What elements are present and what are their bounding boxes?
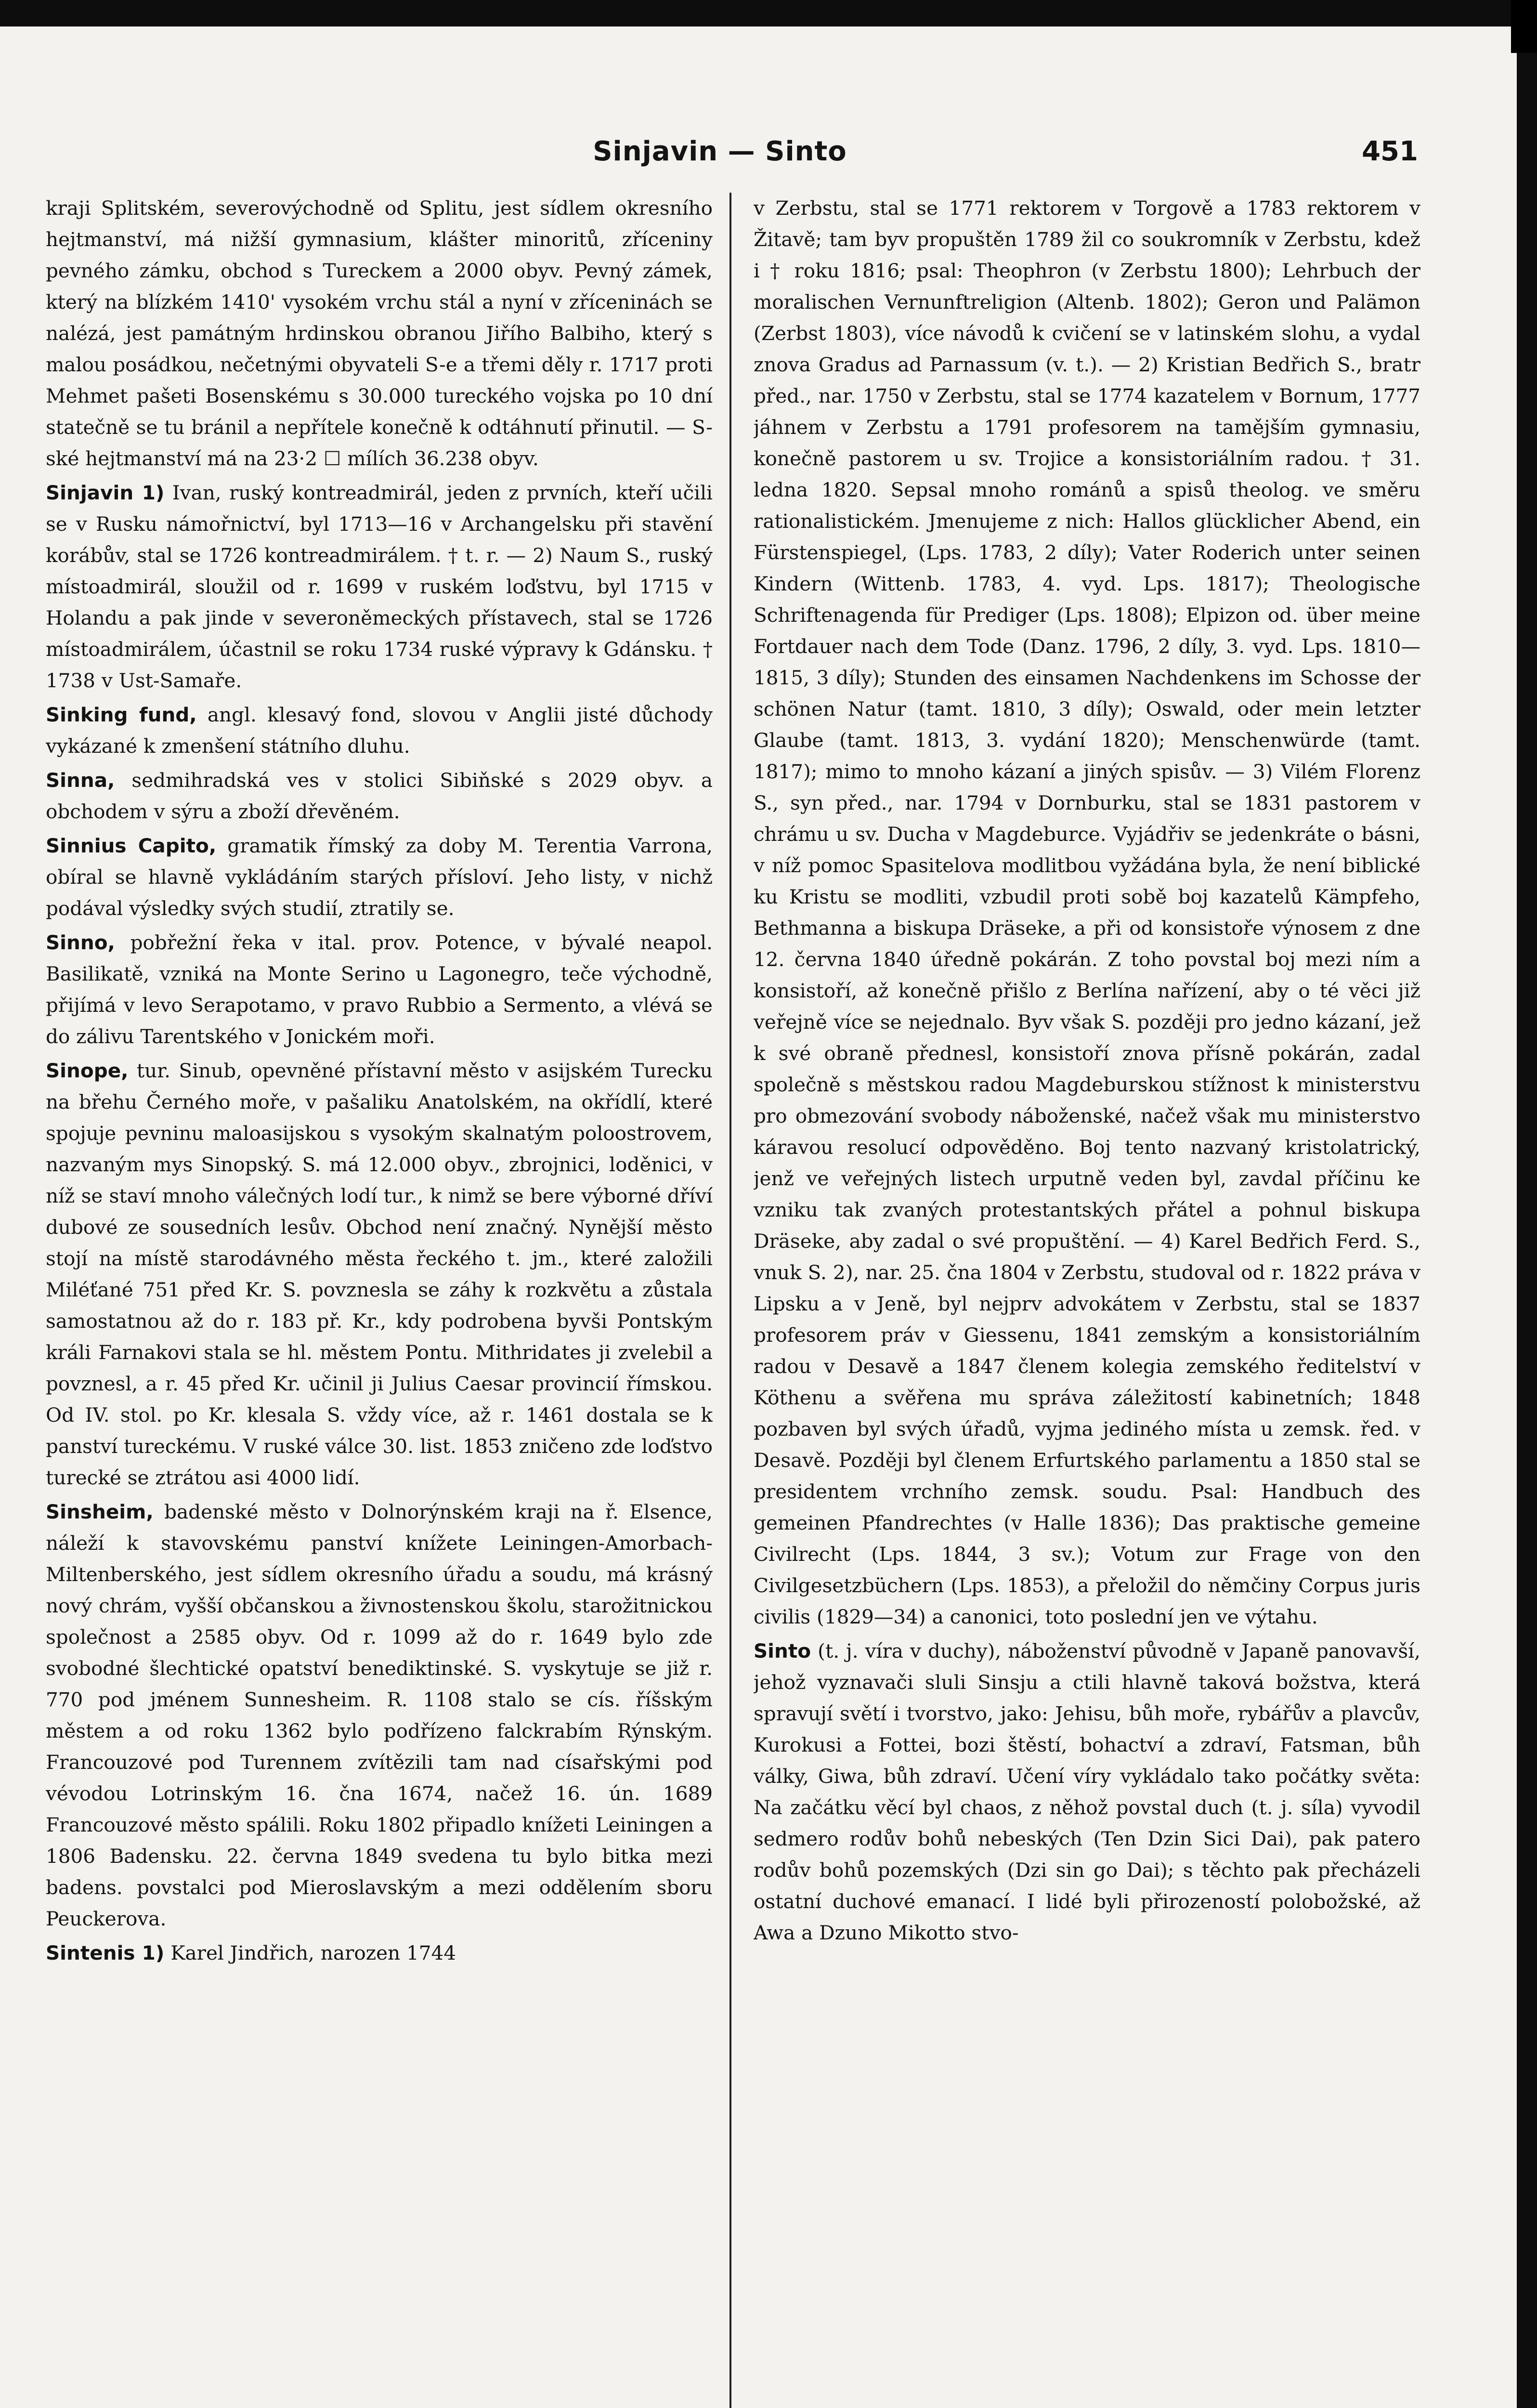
entry-headword: Sinto	[754, 1639, 811, 1662]
dictionary-entry	[46, 765, 713, 827]
scan-border-right	[1517, 0, 1537, 2408]
dictionary-entry	[46, 830, 713, 924]
running-header	[46, 125, 1433, 178]
entry-text: (t. j. víra v duchy), náboženství původně v Japaně panovavší, jehož vyznavači sluli Sinsju a ctili hlavně taková božstva, která spravují světí i tvorstvo, jako: Jehisu, bůh moře, rybářův a plavcův, Kurokusi a Fottei, bozi štěstí, bohactví a zdraví, Fatsman, bůh války, Giwa, bůh zdraví. Učení víry vykládalo tako počátky světa: Na začátku věcí byl chaos, z něhož povstal duch (t. j. síla) vyvodil sedmero rodův bohů nebeských (Ten Dzin Sici Dai), pak patero rodův bohů pozemských (Dzi sin go Dai); s těchto pak přecházeli ostatní duchové emanací. I lidé byli přirozeností polobožské, až Awa a Dzuno Mikotto stvo-	[754, 1639, 1420, 1944]
entry-text: pobřežní řeka v ital. prov. Potence, v bývalé neapol. Basilikatě, vzniká na Monte Serino u Lagonegro, teče východně, přijímá v levo Serapotamo, v pravo Rubbio a Sermento, a vlévá se do zálivu Tarentského v Jonickém moři.	[46, 931, 713, 1048]
dictionary-entry	[754, 1636, 1420, 1949]
dictionary-entry	[46, 699, 713, 762]
entry-headword: Sintenis 1)	[46, 1941, 165, 1964]
entry-text: tur. Sinub, opevněné přístavní město v asijském Turecku na břehu Černého moře, v pašaliku Anatolském, na okřídlí, které spojuje pevninu maloasijskou s vysokým skalnatým poloostrovem, nazvaným mys Sinopský. S. má 12.000 obyv., zbrojnici, loděnici, v níž se staví mnoho válečných lodí tur., k nimž se bere výborné dříví dubové ze sousedních lesův. Obchod není značný. Nynější město stojí na místě starodávného města řeckého t. jm., které založili Miléťané 751 před Kr. S. povznesla se záhy k rozkvětu a zůstala samostatnou až do r. 183 př. Kr., kdy podrobena byvši Pontským králi Farnakovi stala se hl. městem Pontu. Mithridates ji zvelebil a povznesl, a r. 45 před Kr. učinil ji Julius Caesar provincií římskou. Od IV. stol. po Kr. klesala S. vždy více, až r. 1461 dostala se k panství tureckému. V ruské válce 30. list. 1853 zničeno zde loďstvo turecké se ztrátou asi 4000 lidí.	[46, 1059, 713, 1489]
dictionary-entry	[46, 1937, 713, 1969]
entry-headword: Sinking fund,	[46, 703, 197, 726]
dictionary-entry	[754, 193, 1420, 1633]
running-title: Sinjavin — Sinto	[593, 136, 847, 167]
dictionary-entry	[46, 1055, 713, 1493]
left-column	[46, 193, 713, 2408]
entry-text: gramatik římský za doby M. Terentia Varrona, obíral se hlavně vykládáním starých přísloví. Jeho listy, v nichž podával výsledky svých studií, ztratily se.	[46, 834, 713, 920]
dictionary-entry	[46, 193, 713, 474]
entry-text: sedmihradská ves v stolici Sibiňské s 2029 obyv. a obchodem v sýru a zboží dřevěném.	[46, 769, 713, 823]
entry-headword: Sinjavin 1)	[46, 481, 165, 504]
entry-headword: Sinsheim,	[46, 1500, 154, 1523]
page-number: 451	[1362, 136, 1418, 167]
entry-text: Ivan, ruský kontreadmirál, jeden z prvních, kteří učili se v Rusku námořnictví, byl 1713—16 v Archangelsku při stavění korábův, stal se 1726 kontreadmirálem. † t. r. — 2) Naum S., ruský místoadmirál, sloužil od r. 1699 v ruském loďstvu, byl 1715 v Holandu a pak jinde v severoněmeckých přístavech, stal se 1726 místoadmirálem, účastnil se roku 1734 ruské výpravy k Gdánsku. † 1738 v Ust-Samaře.	[46, 481, 713, 692]
entry-headword: Sinope,	[46, 1059, 129, 1082]
dictionary-entry	[46, 477, 713, 696]
entry-text: kraji Splitském, severovýchodně od Splitu, jest sídlem okresního hejtmanství, má nižší gymnasium, klášter minoritů, zříceniny pevného zámku, obchod s Tureckem a 2000 obyv. Pevný zámek, který na blízkém 1410' vysokém vrchu stál a nyní v zříceninách se nalézá, jest památným hrdinskou obranou Jiřího Balbiho, který s malou posádkou, nečetnými obyvateli S-e a třemi děly r. 1717 proti Mehmet pašeti Bosenskému s 30.000 tureckého vojska po 10 dní statečně se tu bránil a nepřítele konečně k odtáhnutí přinutil. — S-ské hejtmanství má na 23·2 ☐ mílích 36.238 obyv.	[46, 196, 713, 470]
entry-headword: Sinna,	[46, 769, 115, 792]
entry-headword: Sinno,	[46, 931, 115, 954]
dictionary-page	[46, 125, 1433, 2408]
scan-border-top	[0, 0, 1537, 26]
entry-text: Karel Jindřich, narozen 1744	[170, 1941, 456, 1964]
dictionary-entry	[46, 1496, 713, 1935]
right-column	[754, 193, 1420, 2408]
entry-text: badenské město v Dolnorýnském kraji na ř. Elsence, náleží k stavovskému panství knížete Leiningen-Amorbach-Miltenberského, jest sídlem okresního úřadu a soudu, má krásný nový chrám, vyšší občanskou a živnostenskou školu, starožitnickou společnost a 2585 obyv. Od r. 1099 až do r. 1649 bylo zde svobodné šlechtické opatství benediktinské. S. vyskytuje se již r. 770 pod jménem Sunnesheim. R. 1108 stalo se cís. říšským městem a od roku 1362 bylo podřízeno falckrabím Rýnským. Francouzové pod Turennem zvítězili tam nad císařskými pod vévodou Lotrinským 16. čna 1674, načež 16. ún. 1689 Francouzové město spálili. Roku 1802 připadlo knížeti Leiningen a 1806 Badensku. 22. června 1849 svedena tu bylo bitka mezi badens. povstalci pod Mieroslavským a mezi oddělením sboru Peuckerova.	[46, 1500, 713, 1930]
corner-mark	[1511, 0, 1537, 53]
entry-text: v Zerbstu, stal se 1771 rektorem v Torgově a 1783 rektorem v Žitavě; tam byv propuštěn 1789 žil co soukromník v Zerbstu, kdež i † roku 1816; psal: Theophron (v Zerbstu 1800); Lehrbuch der moralischen Vernunftreligion (Altenb. 1802); Geron und Palämon (Zerbst 1803), více návodů k cvičení se v latinském slohu, a vydal znova Gradus ad Parnassum (v. t.). — 2) Kristian Bedřich S., bratr před., nar. 1750 v Zerbstu, stal se 1774 kazatelem v Bornum, 1777 jáhnem v Zerbstu a 1791 profesorem na tamějším gymnasiu, konečně pastorem u sv. Trojice a konsistoriálním radou. † 31. ledna 1820. Sepsal mnoho románů a spisů theolog. ve směru rationalistickém. Jmenujeme z nich: Hallos glücklicher Abend, ein Fürstenspiegel, (Lps. 1783, 2 díly); Vater Roderich unter seinen Kindern (Wittenb. 1783, 4. vyd. Lps. 1817); Theologische Schriftenagenda für Prediger (Lps. 1808); Elpizon od. über meine Fortdauer nach dem Tode (Danz. 1796, 2 díly, 3. vyd. Lps. 1810—1815, 3 díly); Stunden des einsamen Nachdenkens im Schosse der schönen Natur (tamt. 1810, 3 díly); Oswald, oder mein letzter Glaube (tamt. 1813, 3. vydání 1820); Menschenwürde (tamt. 1817); mimo to mnoho kázaní a jiných spisův. — 3) Vilém Florenz S., syn před., nar. 1794 v Dornburku, stal se 1831 pastorem v chrámu u sv. Ducha v Magdeburce. Vyjádřiv se jedenkráte o básni, v níž pomoc Spasitelova modlitbou vyžádána byla, že není biblické ku Kristu se modliti, vzbudil proti sobě boj kazatelů Kämpfeho, Bethmanna a biskupa Dräseke, a při od konsistoře výnosem z dne 12. června 1840 úředně pokárán. Z toho povstal boj mezi ním a konsistoří, až konečně přišlo z Berlína nařízení, aby o té věci již veřejně více se nejednalo. Byv však S. později pro jedno kázaní, jež k své obraně přednesl, konsistoří znova přísně pokárán, zadal společně s městskou radou Magdeburskou stížnost k ministerstvu pro obmezování svobody náboženské, načež však mu ministerstvo káravou resolucí odpověděno. Boj tento nazvaný kristolatrický, jenž ve veřejných listech urputně veden byl, zavdal příčinu ke vzniku tak zvaných protestantských přátel a pohnul biskupa Dräseke, aby zadal o své propuštění. — 4) Karel Bedřich Ferd. S., vnuk S. 2), nar. 25. čna 1804 v Zerbstu, studoval od r. 1822 práva v Lipsku a v Jeně, byl nejprv advokátem v Zerbstu, stal se 1837 profesorem práv v Giessenu, 1841 zemským a konsistoriálním radou v Desavě a 1847 členem kolegia zemského ředitelství v Köthenu a svěřena mu správa záležitostí kabinetních; 1848 pozbaven byl svých úřadů, vyjma jediného místa u zemsk. řed. v Desavě. Později byl členem Erfurtského parlamentu a 1850 stal se presidentem vrchního zemsk. soudu. Psal: Handbuch des gemeinen Pfandrechtes (v Halle 1836); Das praktische gemeine Civilrecht (Lps. 1844, 3 sv.); Votum zur Frage von den Civilgesetzbüchern (Lps. 1853), a přeložil do němčiny Corpus juris civilis (1829—34) a canonici, toto poslední jen ve výtahu.	[754, 196, 1420, 1628]
dictionary-entry	[46, 927, 713, 1052]
column-divider	[729, 193, 731, 2408]
entry-headword: Sinnius Capito,	[46, 834, 217, 857]
entry-text: angl. klesavý fond, slovou v Anglii jisté důchody vykázané k zmenšení státního dluhu.	[46, 703, 713, 758]
